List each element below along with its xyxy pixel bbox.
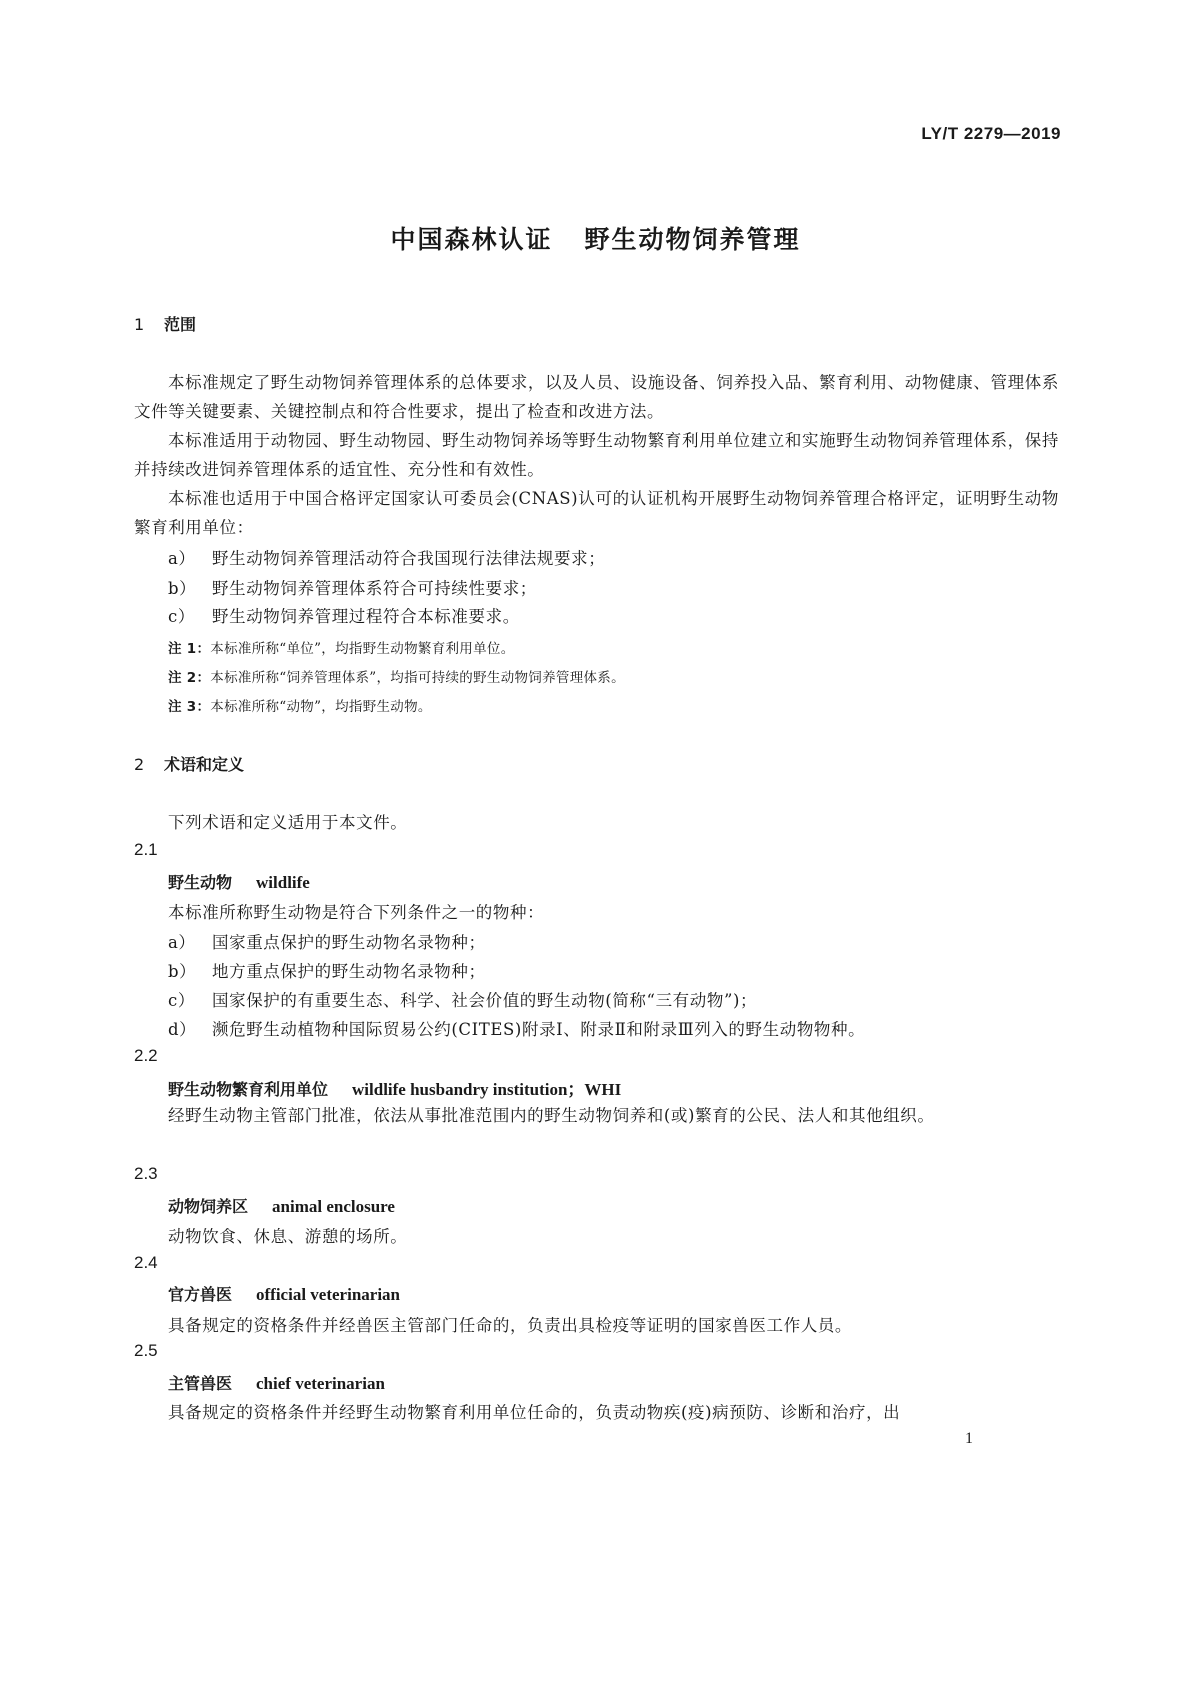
list-text: 野生动物饲养管理活动符合我国现行法律法规要求； <box>212 549 606 568</box>
term-title <box>168 1075 621 1100</box>
list-marker: c） <box>168 991 195 1010</box>
term-zh: 官方兽医 <box>168 1285 233 1304</box>
list-marker: c） <box>168 607 195 626</box>
term-list-item <box>168 929 486 953</box>
section-2-heading <box>134 752 244 775</box>
term-title <box>168 1371 385 1394</box>
note-3 <box>168 695 432 715</box>
scope-paragraph-1: 本标准规定了野生动物饲养管理体系的总体要求，以及人员、设施设备、饲养投入品、繁育利用、动物健康、管理体系文件等关键要素、关键控制点和符合性要求，提出了检查和改进方法。 <box>134 373 1059 421</box>
term-title <box>168 870 310 893</box>
scope-paragraph-2: 本标准适用于动物园、野生动物园、野生动物饲养场等野生动物繁育利用单位建立和实施野生动物饲养管理体系，保持并持续改进饲养管理体系的适宜性、充分性和有效性。 <box>134 431 1059 479</box>
page-number: 1 <box>965 1430 973 1447</box>
term-en: animal enclosure <box>272 1197 395 1216</box>
term-list-item <box>168 958 486 982</box>
clause-number: 2.5 <box>134 1341 158 1360</box>
scope-list-item <box>168 545 605 569</box>
scope-list-item <box>168 575 537 599</box>
term-definition: 具备规定的资格条件并经野生动物繁育利用单位任命的，负责动物疾(疫)病预防、诊断和治疗，出 <box>168 1403 901 1422</box>
list-text: 野生动物饲养管理体系符合可持续性要求； <box>212 579 537 598</box>
note-text: 本标准所称“动物”，均指野生动物。 <box>210 699 432 715</box>
list-text: 国家保护的有重要生态、科学、社会价值的野生动物(简称“三有动物”)； <box>212 991 758 1010</box>
term-en: chief veterinarian <box>256 1374 385 1393</box>
term-definition: 动物饮食、休息、游憩的场所。 <box>168 1227 408 1246</box>
clause-number: 2.4 <box>134 1253 158 1272</box>
term-en: wildlife <box>256 873 310 892</box>
term-title <box>168 1194 395 1217</box>
title-part-1: 中国森林认证 <box>390 225 553 254</box>
term-list-item <box>168 987 757 1011</box>
list-marker: b） <box>168 962 197 981</box>
section-number: 2 <box>134 755 145 774</box>
term-zh: 野生动物 <box>168 873 233 892</box>
term-zh: 野生动物繁育利用单位 <box>168 1080 329 1099</box>
section-number: 1 <box>134 315 145 334</box>
note-text: 本标准所称“饲养管理体系”，均指可持续的野生动物饲养管理体系。 <box>210 670 625 686</box>
list-marker: a） <box>168 549 196 568</box>
list-text: 野生动物饲养管理过程符合本标准要求。 <box>212 607 520 626</box>
note-label: 注 2： <box>168 670 211 686</box>
term-en: wildlife husbandry institution；WHI <box>352 1080 622 1099</box>
term-definition: 经野生动物主管部门批准，依法从事批准范围内的野生动物饲养和(或)繁育的公民、法人和其他组织。 <box>168 1106 935 1125</box>
clause-number: 2.2 <box>134 1046 158 1065</box>
list-text: 地方重点保护的野生动物名录物种； <box>212 962 486 981</box>
note-label: 注 1： <box>168 641 211 657</box>
note-label: 注 3： <box>168 699 211 715</box>
list-text: 国家重点保护的野生动物名录物种； <box>212 933 486 952</box>
note-text: 本标准所称“单位”，均指野生动物繁育利用单位。 <box>210 641 515 657</box>
terms-intro: 下列术语和定义适用于本文件。 <box>168 813 408 832</box>
list-marker: b） <box>168 579 197 598</box>
list-marker: a） <box>168 933 196 952</box>
section-title: 范围 <box>164 315 197 334</box>
list-text: 濒危野生动植物种国际贸易公约(CITES)附录Ⅰ、附录Ⅱ和附录Ⅲ列入的野生动物物种。 <box>212 1020 866 1039</box>
standard-code: LY/T 2279—2019 <box>921 124 1061 143</box>
term-zh: 主管兽医 <box>168 1374 233 1393</box>
section-title: 术语和定义 <box>164 755 245 774</box>
term-list-item <box>168 1016 865 1040</box>
term-definition: 具备规定的资格条件并经兽医主管部门任命的，负责出具检疫等证明的国家兽医工作人员。 <box>168 1316 852 1335</box>
list-marker: d） <box>168 1020 197 1039</box>
term-zh: 动物饲养区 <box>168 1197 249 1216</box>
clause-number: 2.1 <box>134 840 158 859</box>
term-title <box>168 1282 400 1305</box>
scope-paragraph-3: 本标准也适用于中国合格评定国家认可委员会(CNAS)认可的认证机构开展野生动物饲养管理合格评定，证明野生动物繁育利用单位： <box>134 489 1059 537</box>
section-1-heading <box>134 312 196 335</box>
term-en: official veterinarian <box>256 1285 401 1304</box>
document-title <box>0 220 1191 256</box>
note-2 <box>168 666 625 686</box>
note-1 <box>168 637 515 657</box>
term-definition: 本标准所称野生动物是符合下列条件之一的物种： <box>168 903 545 922</box>
scope-list-item <box>168 603 520 627</box>
title-part-2: 野生动物饲养管理 <box>584 225 801 254</box>
clause-number: 2.3 <box>134 1164 158 1183</box>
